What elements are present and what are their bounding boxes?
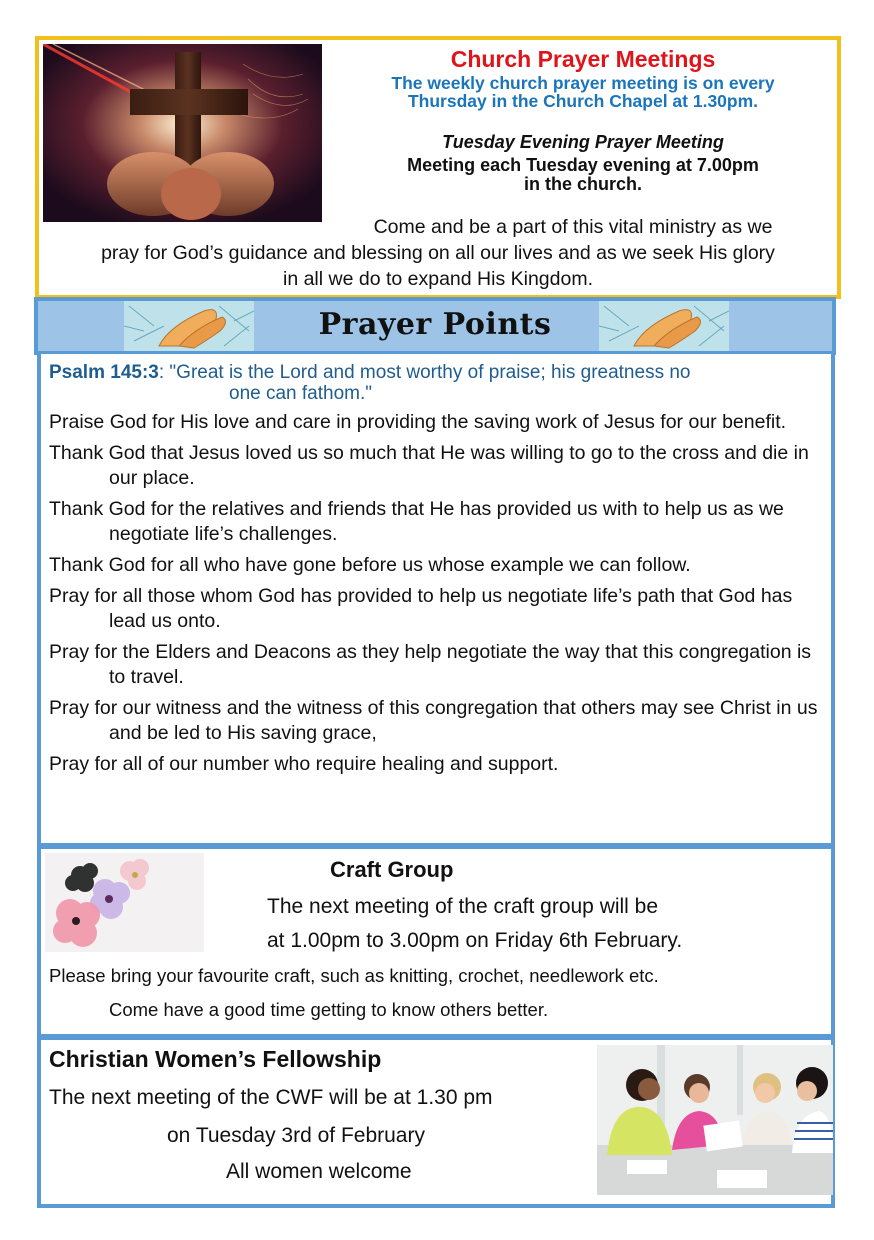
craft-group-title: Craft Group (330, 857, 454, 882)
prayer-point: Thank God that Jesus loved us so much that He was willing to go to the cross and die in our place. (49, 442, 809, 489)
cwf-next-meeting-line: The next meeting of the CWF will be at 1.30 pm (49, 1086, 493, 1109)
prayer-meetings-box (35, 36, 841, 299)
prayer-point: Thank God for the relatives and friends that He has provided us with to help us as we negotiate life’s challenges. (49, 498, 784, 545)
weekly-line-2: Thursday in the Church Chapel at 1.30pm. (407, 91, 759, 111)
psalm-reference: Psalm 145:3 (49, 362, 159, 383)
prayer-points-list (49, 410, 829, 783)
invitation-text (39, 214, 837, 292)
cross-and-hands-image (43, 44, 322, 222)
prayer-point: Pray for our witness and the witness of this congregation that others may see Christ in us and be led to His saving grace, (49, 697, 818, 744)
prayer-point: Praise God for His love and care in providing the saving work of Jesus for our benefit. (49, 411, 787, 433)
prayer-points-list-box (37, 352, 835, 847)
invite-line-2: pray for God’s guidance and blessing on all our lives and as we seek His glory (101, 242, 775, 264)
prayer-point: Pray for the Elders and Deacons as they help negotiate the way that this congregation is to travel. (49, 641, 812, 688)
prayer-point: Thank God for all who have gone before us whose example we can follow. (49, 554, 691, 576)
tuesday-line-2: in the church. (523, 174, 642, 194)
craft-group-box (37, 845, 835, 1038)
prayer-points-banner (34, 297, 836, 355)
prayer-points-title: Prayer Points (318, 307, 552, 342)
tuesday-line-1: Meeting each Tuesday evening at 7.00pm (407, 155, 759, 175)
psalm-verse (49, 362, 829, 404)
cwf-date-line: on Tuesday 3rd of February (167, 1124, 425, 1147)
tuesday-meeting-text (329, 156, 837, 194)
invite-line-1: Come and be a part of this vital ministry as we (373, 216, 773, 238)
cwf-title: Christian Women’s Fellowship (49, 1046, 382, 1072)
praying-hands-icon (599, 301, 729, 351)
craft-next-meeting-line-1: The next meeting of the craft group will be (267, 895, 659, 918)
cwf-box (37, 1036, 835, 1208)
weekly-line-1: The weekly church prayer meeting is on every (391, 73, 775, 93)
tuesday-meeting-title: Tuesday Evening Prayer Meeting (442, 132, 724, 152)
women-meeting-photo (597, 1045, 833, 1195)
prayer-meetings-title: Church Prayer Meetings (450, 46, 716, 72)
craft-next-meeting-line-2: at 1.00pm to 3.00pm on Friday 6th February. (267, 929, 683, 952)
prayer-point: Pray for all of our number who require healing and support. (49, 753, 559, 775)
craft-bring-text: Please bring your favourite craft, such as knitting, crochet, needlework etc. (49, 965, 659, 986)
prayer-point: Pray for all those whom God has provided to help us negotiate life’s path that God has lead us onto. (49, 585, 793, 632)
cwf-welcome-line: All women welcome (226, 1160, 412, 1183)
paper-flowers-image (45, 853, 204, 952)
craft-come-text: Come have a good time getting to know others better. (109, 999, 549, 1020)
weekly-meeting-text (329, 74, 837, 110)
psalm-text-continued: one can fathom." (229, 383, 373, 404)
invite-line-3: in all we do to expand His Kingdom. (282, 268, 593, 290)
psalm-text: : "Great is the Lord and most worthy of praise; his greatness no (158, 362, 691, 383)
